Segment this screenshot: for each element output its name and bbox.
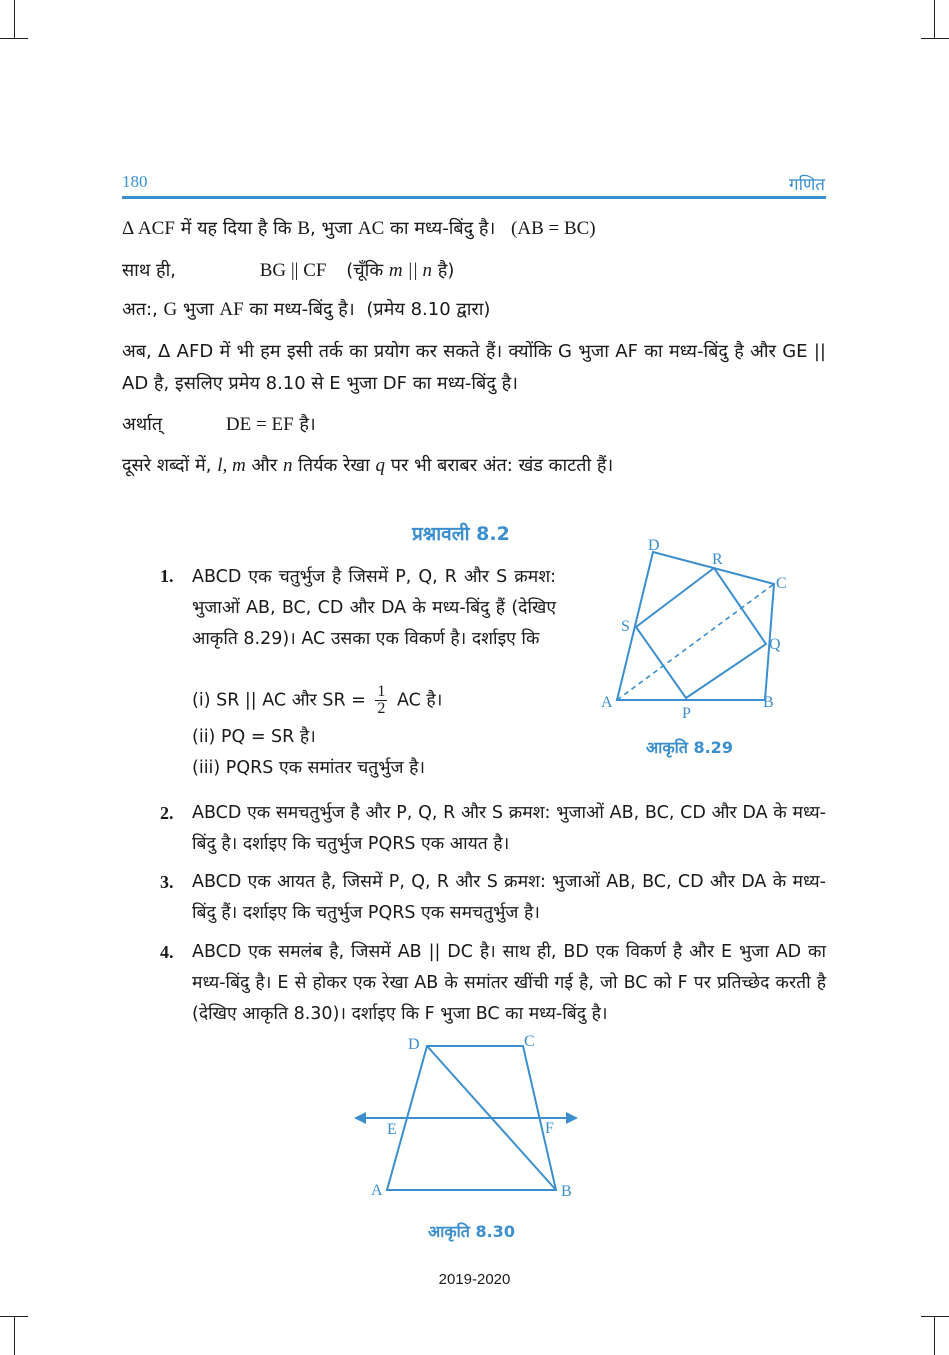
page-number: 180 [122, 172, 148, 191]
question-1-part-i: (i) SR || AC और SR = $\frac{1}{2}$ AC है। [192, 683, 443, 717]
arrow-left-icon [354, 1112, 366, 1124]
figure-8-30 [340, 1030, 600, 1210]
vertex-label-B: B [561, 1183, 572, 1200]
vertex-label-C: C [776, 575, 787, 592]
body-line-5: अर्थात् DE = EF है। [122, 414, 316, 435]
figure-8-30-caption: आकृति 8.30 [428, 1222, 515, 1241]
exercise-title: प्रश्नावली 8.2 [412, 523, 510, 545]
question-2-text: ABCD एक समचतुर्भुज है और P, Q, R और S क्रमश: भुजाओं AB, BC, CD और DA के मध्य-बिंदु है। दर्शाइए कि चतुर्भुज PQRS एक आयत है। [192, 803, 826, 854]
crop-mark [14, 0, 15, 38]
vertex-label-Q: Q [769, 636, 781, 653]
question-4-text: ABCD एक समलंब है, जिसमें AB || DC है। साथ ही, BD एक विकर्ण है और E भुजा AD का मध्य-बिंदु है। E से होकर एक रेखा AB के समांतर खींची गई है, जो BC को F पर प्रतिच्छेद करती है (देखिए आकृति 8.30)। दर्शाइए कि F भुजा BC का मध्य-बिंदु है। [192, 942, 826, 1024]
crop-mark [14, 1316, 15, 1355]
question-1-text: ABCD एक चतुर्भुज है जिसमें P, Q, R और S क्रमश: भुजाओं AB, BC, CD और DA के मध्य-बिंदु हैं (देखिए आकृति 8.29)। AC उसका एक विकर्ण है। दर्शाइए कि [192, 567, 556, 649]
vertex-label-D: D [408, 1036, 420, 1053]
header-rule [122, 196, 826, 199]
question-1-part-ii: (ii) PQ = SR है। [192, 727, 316, 747]
question-3-text: ABCD एक आयत है, जिसमें P, Q, R और S क्रमश: भुजाओं AB, BC, CD और DA के मध्य-बिंदु हैं। दर्शाइए कि चतुर्भुज PQRS एक समचतुर्भुज है। [192, 872, 826, 923]
vertex-label-E: E [387, 1121, 397, 1138]
vertex-label-S: S [621, 618, 630, 635]
subject-title: गणित [789, 175, 825, 195]
vertex-label-C: C [524, 1033, 535, 1050]
vertex-label-D: D [648, 537, 660, 554]
body-line-1: Δ ACF में यह दिया है कि B, भुजा AC का मध्य-बिंदु है। (AB = BC) [122, 218, 596, 239]
vertex-label-A: A [601, 694, 613, 711]
vertex-label-A: A [371, 1182, 383, 1199]
crop-mark [934, 1316, 935, 1355]
figure-8-29 [590, 530, 810, 730]
crop-mark [921, 38, 949, 39]
crop-mark [934, 0, 935, 38]
question-1-part-iii: (iii) PQRS एक समांतर चतुर्भुज है। [192, 758, 426, 778]
body-line-2: साथ ही, BG || CF (चूँकि m || n है) [122, 260, 455, 281]
question-number: 2. [160, 803, 174, 823]
vertex-label-R: R [712, 551, 723, 568]
question-number: 3. [160, 872, 174, 892]
vertex-label-P: P [682, 705, 691, 722]
arrow-right-icon [566, 1112, 578, 1124]
figure-8-29-caption: आकृति 8.29 [646, 738, 733, 757]
crop-mark [921, 1316, 949, 1317]
fraction-half: $\frac{1}{2}$ [377, 683, 386, 717]
body-line-3: अत:, G भुजा AF का मध्य-बिंदु है। (प्रमेय 8.10 द्वारा) [122, 299, 491, 320]
crop-mark [0, 38, 28, 39]
question-number: 4. [160, 942, 174, 962]
body-line-6: दूसरे शब्दों में, l, m और n तिर्यक रेखा q पर भी बराबर अंत: खंड काटती हैं। [122, 455, 614, 476]
vertex-label-F: F [545, 1120, 554, 1137]
question-number: 1. [160, 566, 174, 586]
body-paragraph-4: अब, Δ AFD में भी हम इसी तर्क का प्रयोग कर सकते हैं। क्योंकि G भुजा AF का मध्य-बिंदु है और GE || AD है, इसलिए प्रमेय 8.10 से E भुजा DF का मध्य-बिंदु है। [122, 341, 826, 394]
vertex-label-B: B [763, 694, 774, 711]
crop-mark [0, 1316, 28, 1317]
footer-year: 2019-2020 [438, 1271, 511, 1288]
